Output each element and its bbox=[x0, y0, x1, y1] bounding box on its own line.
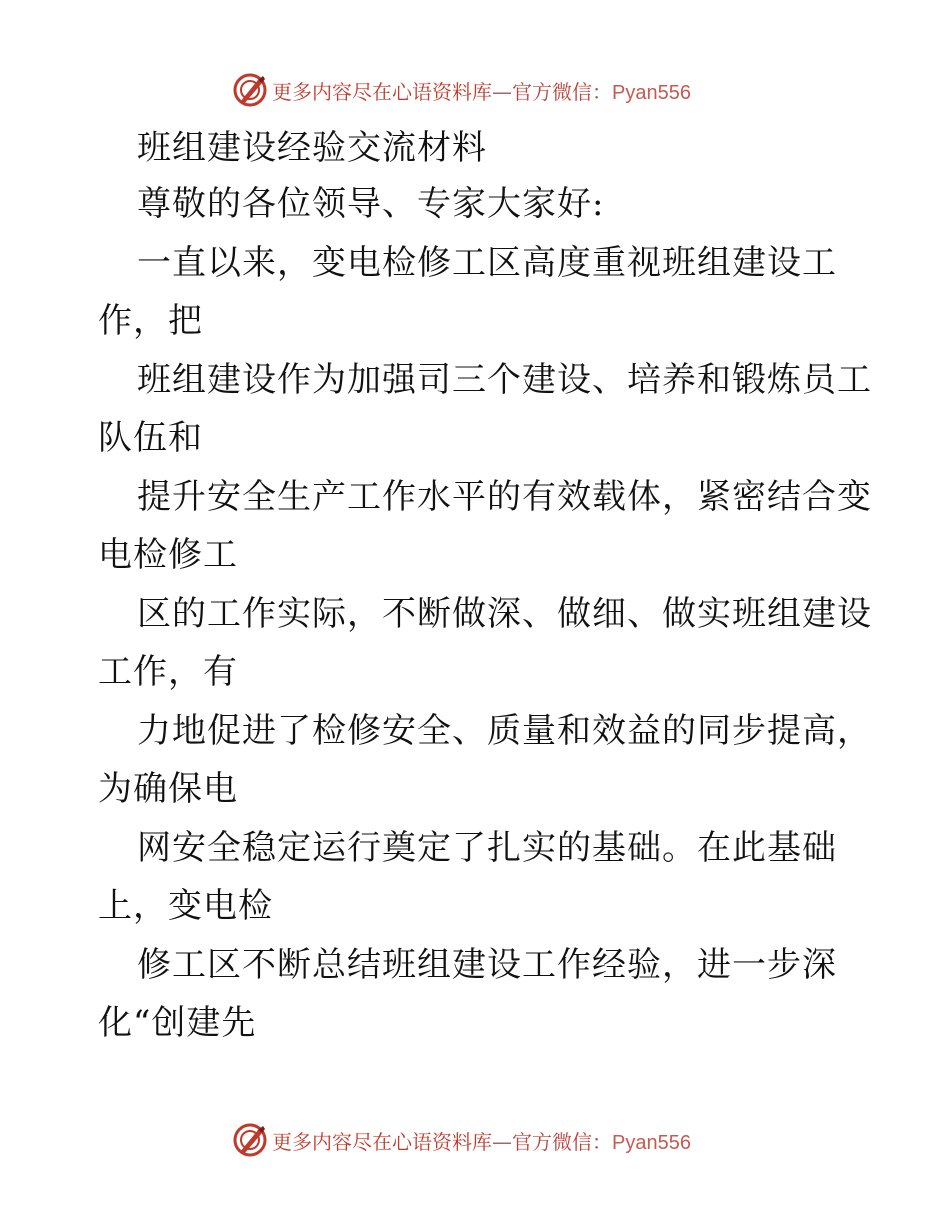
watermark-main-text: 更多内容尽在心语资料库 bbox=[272, 79, 492, 104]
watermark-dash: — bbox=[492, 1129, 512, 1154]
watermark-wechat-label: 官方微信： bbox=[512, 79, 612, 104]
watermark-dash: — bbox=[492, 79, 512, 104]
watermark-wechat-label: 官方微信： bbox=[512, 1129, 612, 1154]
header-watermark-banner bbox=[232, 70, 691, 110]
paragraph-line: 作，把 bbox=[98, 301, 203, 341]
paragraph-line: 化“创建先 bbox=[98, 1003, 257, 1043]
paragraph-line: 为确保电 bbox=[98, 769, 238, 809]
paragraph-line: 一直以来，变电检修工区高度重视班组建设工 bbox=[137, 243, 837, 283]
pen-logo-icon bbox=[232, 1122, 268, 1158]
pen-logo-icon bbox=[232, 72, 268, 108]
watermark-main-text: 更多内容尽在心语资料库 bbox=[272, 1129, 492, 1154]
document-greeting: 尊敬的各位领导、专家大家好: bbox=[137, 184, 605, 224]
watermark-text bbox=[272, 76, 691, 105]
watermark-wechat-id: Pyan556 bbox=[612, 81, 691, 104]
paragraph-line: 上，变电检 bbox=[98, 886, 273, 926]
paragraph-line: 提升安全生产工作水平的有效载体，紧密结合变 bbox=[137, 477, 872, 517]
paragraph-line: 电检修工 bbox=[98, 535, 238, 575]
watermark-wechat-id: Pyan556 bbox=[612, 1131, 691, 1154]
paragraph-line: 队伍和 bbox=[98, 418, 203, 458]
paragraph-line: 网安全稳定运行奠定了扎实的基础。在此基础 bbox=[137, 828, 837, 868]
paragraph-line: 班组建设作为加强司三个建设、培养和锻炼员工 bbox=[137, 360, 872, 400]
watermark-text bbox=[272, 1126, 691, 1155]
document-title: 班组建设经验交流材料 bbox=[137, 128, 487, 168]
paragraph-line: 工作，有 bbox=[98, 652, 238, 692]
paragraph-line: 力地促进了检修安全、质量和效益的同步提高， bbox=[137, 711, 872, 751]
footer-watermark-banner bbox=[232, 1120, 691, 1160]
paragraph-line: 区的工作实际，不断做深、做细、做实班组建设 bbox=[137, 594, 872, 634]
paragraph-line: 修工区不断总结班组建设工作经验，进一步深 bbox=[137, 945, 837, 985]
